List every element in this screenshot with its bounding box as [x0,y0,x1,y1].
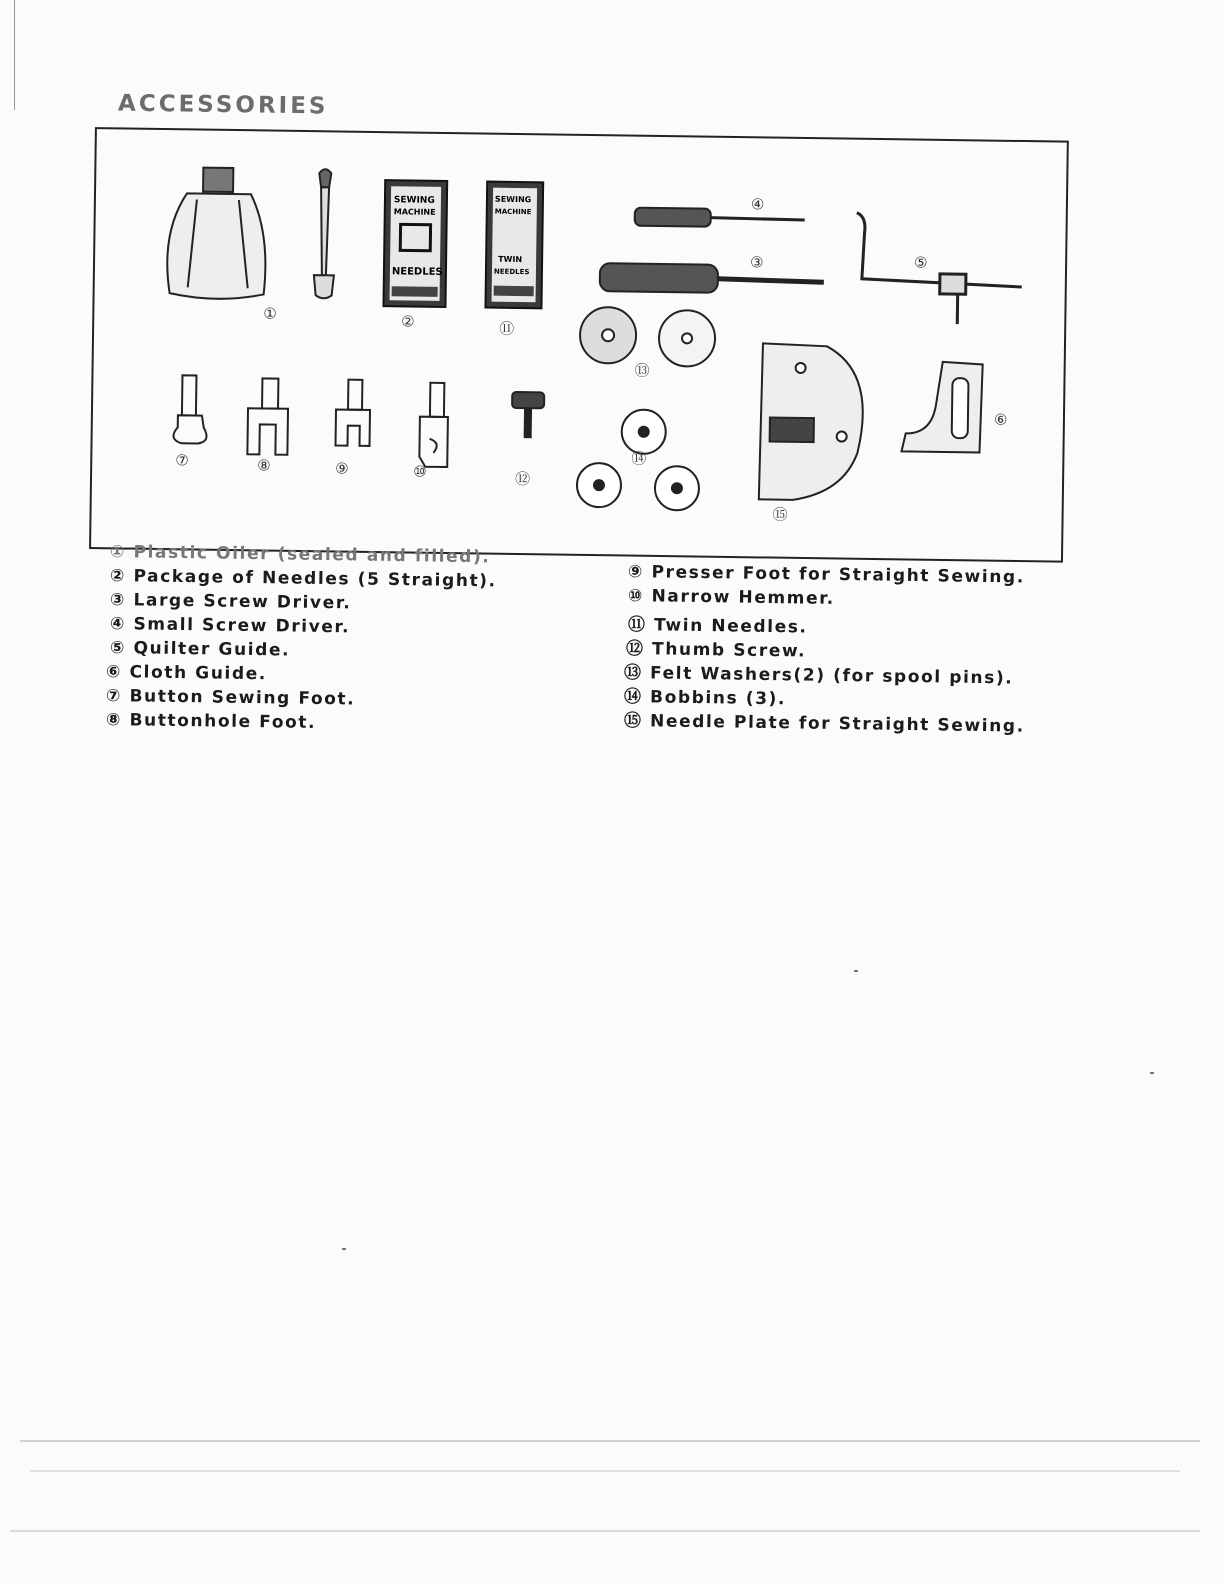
callout-1: ① [263,304,277,323]
felt-washer-icon [580,307,716,367]
legend-item-9: ⑨ Presser Foot for Straight Sewing. [627,562,1025,588]
callout-11: ⑪ [499,319,515,338]
plastic-oiler-icon [167,167,267,299]
scan-speck [1150,1072,1154,1074]
narrow-hemmer-icon [419,383,448,467]
needle-pack-text-2: MACHINE [393,207,436,217]
callout-10: ⑩ [413,462,427,481]
twin-pack-text-4: NEEDLES [493,267,530,277]
legend-item-12: ⑫ Thumb Screw. [625,639,807,662]
legend-item-13: ⑬ Felt Washers(2) (for spool pins). [623,663,1014,689]
needle-package-icon [383,180,447,307]
legend-item-4: ④ Small Screw Driver. [109,614,351,638]
legend-item-6: ⑥ Cloth Guide. [105,662,268,685]
legend-item-11: ⑪ Twin Needles. [627,615,808,638]
page-title: ACCESSORIES [117,90,329,120]
legend-item-1: ① Plastic Oiler (sealed and filled). [109,542,491,568]
callout-9: ⑨ [335,459,349,478]
scan-smudge [20,1440,1200,1442]
presser-foot-icon [336,379,371,445]
button-sewing-foot-icon [173,375,207,443]
small-screw-driver-icon [635,208,805,228]
callout-5: ⑤ [913,253,928,272]
buttonhole-foot-icon [247,378,288,455]
scan-smudge [10,1530,1200,1532]
legend-item-3: ③ Large Screw Driver. [109,590,352,614]
twin-pack-text-3: TWIN [498,254,523,265]
cloth-guide-icon [901,361,982,452]
legend-item-14: ⑭ Bobbins (3). [623,687,787,710]
legend-item-10: ⑩ Narrow Hemmer. [627,586,835,609]
callout-6: ⑥ [993,410,1008,429]
legend-item-7: ⑦ Button Sewing Foot. [105,686,356,710]
twin-pack-text-1: SEWING [494,194,532,205]
callout-3: ③ [749,253,764,272]
oiler-spout-icon [314,169,336,298]
legend-item-5: ⑤ Quilter Guide. [109,638,291,661]
twin-pack-text-2: MACHINE [494,207,532,217]
legend-item-15: ⑮ Needle Plate for Straight Sewing. [623,711,1025,737]
scan-edge-line [14,0,15,110]
accessories-illustration [84,122,1076,576]
callout-14: ⑭ [631,449,647,468]
callout-12: ⑫ [514,469,531,489]
callout-8: ⑧ [257,456,271,475]
twin-needle-package-icon [485,182,543,309]
quilter-guide-icon [855,213,1023,325]
callout-4: ④ [750,195,765,214]
large-screw-driver-icon [600,263,824,294]
legend-item-2: ② Package of Needles (5 Straight). [109,566,497,592]
callout-2: ② [401,312,415,331]
callout-15: ⑮ [772,505,788,524]
scan-speck [342,1248,346,1250]
scan-smudge [30,1470,1180,1472]
illustration-drawing [84,122,1076,576]
scan-speck [854,970,858,972]
needle-pack-text-3: NEEDLES [391,266,443,278]
thumb-screw-icon [512,392,545,438]
legend-item-8: ⑧ Buttonhole Foot. [105,710,317,733]
needle-plate-icon [759,343,864,500]
callout-13: ⑬ [634,361,650,380]
callout-7: ⑦ [175,451,189,470]
needle-pack-text-1: SEWING [393,195,435,206]
